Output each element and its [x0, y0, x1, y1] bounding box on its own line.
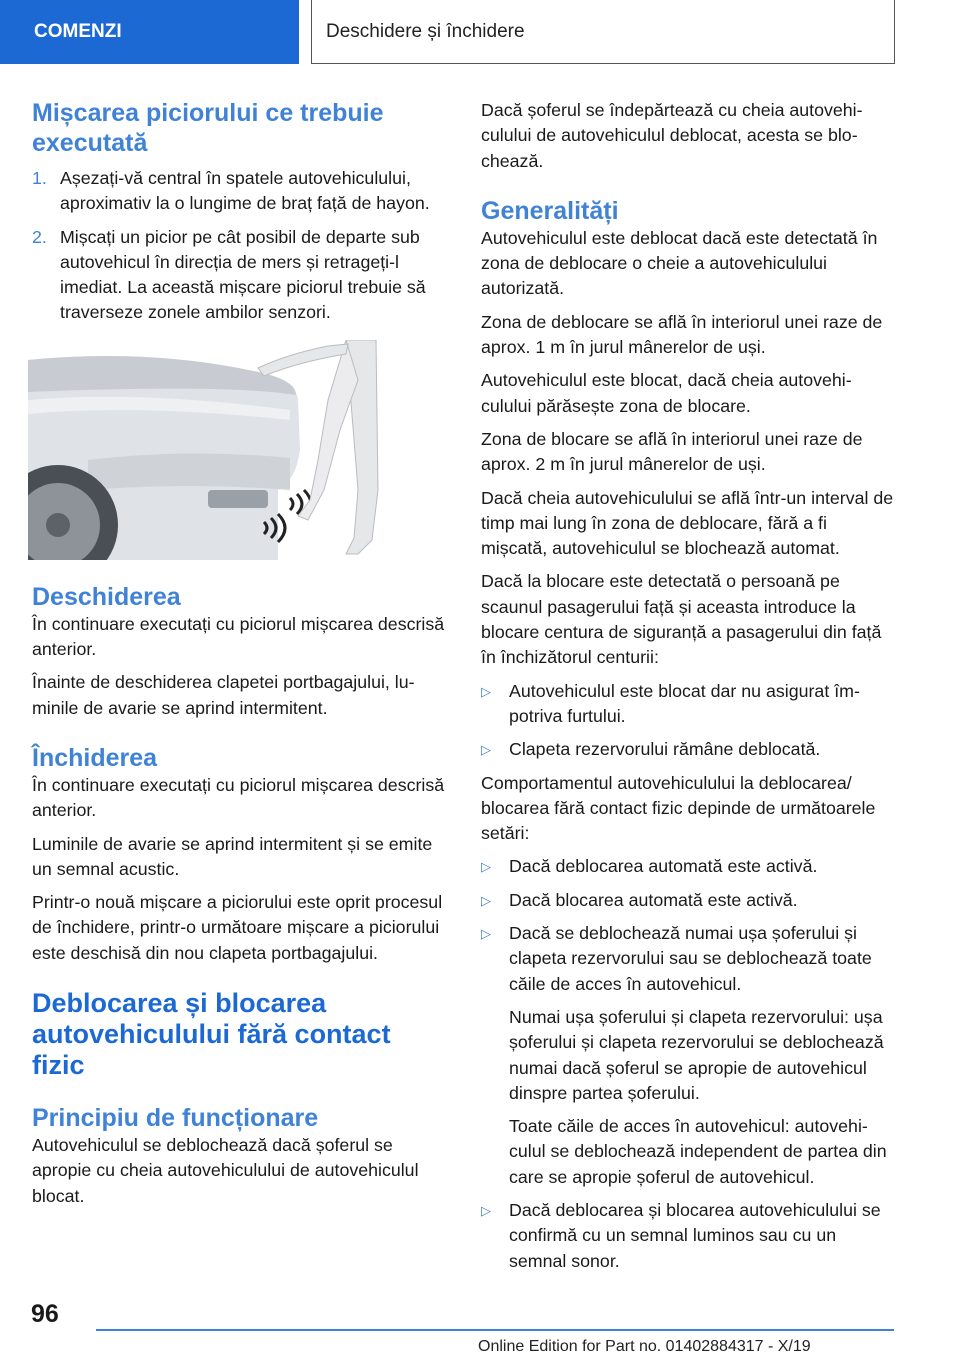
closing-paragraph: Printr-o nouă mișcare a piciorului este oprit procesul de închidere, printr-o următoare mișcare a piciorului este deschisă din nou clapeta portbagajului. [32, 892, 443, 963]
comfort-access-title: Deblocarea și blocarea autovehiculului fără contact fizic [32, 988, 391, 1081]
principle-title: Principiu de funcționare [32, 1104, 319, 1133]
triangle-bullet-icon: ▷ [481, 892, 491, 908]
page-number: 96 [31, 1300, 59, 1328]
paragraph: Zona de deblocare se află în interiorul unei raze de aprox. 1 m în jurul mânerelor de uși. [481, 311, 883, 358]
opening-title: Deschiderea [32, 582, 181, 611]
closing-paragraph: Luminile de avarie se aprind intermitent și se emite un semnal acustic. [32, 833, 433, 879]
triangle-bullet-icon: ▷ [481, 683, 491, 699]
principle-paragraph: Autovehiculul se deblochează dacă șoferul se apropie cu cheia autovehiculului de autovehiculul blocat. [32, 1135, 419, 1206]
triangle-bullet-icon: ▷ [481, 926, 491, 942]
step-number: 1. [32, 168, 47, 188]
list-item [481, 854, 896, 879]
triangle-bullet-icon: ▷ [481, 1202, 491, 1218]
footer-divider [96, 1329, 894, 1331]
edition-note: Online Edition for Part no. 01402884317 - X/19 [478, 1338, 811, 1355]
opening-paragraph: Înainte de deschiderea clapetei portbagajului, luminile de avarie se aprind intermitent. [32, 672, 415, 718]
paragraph: Zona de blocare se află în interiorul unei raze de aprox. 2 m în jurul mânerelor de uși. [481, 428, 863, 475]
list-item-text: Autovehiculul este blocat dar nu asigurat împotriva furtului. [509, 680, 860, 726]
closing-title: Închiderea [32, 743, 158, 772]
car-rear-foot-icon [28, 340, 379, 560]
paragraph: Dacă cheia autovehiculului se află într-un interval de timp mai lung în zona de deblocare, fără a fi mișcată, autovehiculul se blochează automat. [481, 487, 894, 559]
triangle-bullet-icon: ▷ [481, 742, 491, 758]
list-item-text: Dacă deblocarea și blocarea autovehiculului se confirmă cu un semnal luminos sau cu un semnal sonor. [509, 1199, 881, 1271]
paragraph: Autovehiculul este blocat, dacă cheia autovehiculului părăsește zona de blocare. [481, 370, 852, 416]
list-item-text: Dacă se deblochează numai ușa șoferului și clapeta rezervorului sau se deblochează toate căile de acces în autovehicul. [509, 923, 872, 994]
step-number: 2. [32, 226, 47, 247]
triangle-bullet-icon: ▷ [481, 859, 491, 875]
paragraph: Comportamentul autovehiculului la deblocarea/ blocarea fără contact fizic depinde de următoarele setări: [481, 772, 876, 844]
list-item [481, 921, 896, 997]
motion-title: Mișcarea piciorului ce trebuie executată [32, 99, 384, 157]
paragraph: Autovehiculul este deblocat dacă este detectată în zona de deblocare o cheie a autovehiculului autorizată. [481, 227, 878, 299]
sub-paragraph: Numai ușa șoferului și clapeta rezervorului: ușa șoferului și clapeta rezervorului se deblochează numai dacă șoferul se apropie de autovehicul dinspre partea șoferului. [509, 1006, 884, 1103]
opening-paragraph: În continuare executați cu piciorul mișcarea descrisă anterior. [32, 613, 445, 660]
step-item [32, 166, 447, 217]
sub-paragraph: Toate căile de acces în autovehicul: autovehiculul se deblochează independent de partea din care se apropie șoferul de autovehicul. [509, 1116, 887, 1187]
list-item-text: Dacă deblocarea automată este activă. [509, 856, 818, 877]
paragraph: Dacă șoferul se îndepărtează cu cheia autovehiculului de autovehiculul deblocat, acesta se blochează. [481, 100, 863, 171]
right-column [481, 98, 896, 1274]
kick-sensor-illustration [28, 340, 379, 560]
list-item [481, 1198, 896, 1274]
list-item-text: Dacă blocarea automată este activă. [509, 889, 798, 910]
list-item [481, 737, 896, 762]
step-text: Mișcați un picior pe cât posibil de departe sub autovehicul în direcția de mers și retrageți-l imediat. La această mișcare piciorul trebuie să traverseze zonele ambilor senzori. [60, 226, 426, 323]
list-item [481, 679, 896, 730]
section-tab: COMENZI [0, 0, 299, 64]
step-item [32, 225, 447, 326]
list-item [481, 888, 896, 913]
list-item-text: Clapeta rezervorului rămâne deblocată. [509, 739, 821, 760]
closing-paragraph: În continuare executați cu piciorul mișcarea descrisă anterior. [32, 774, 445, 821]
general-title: Generalități [481, 196, 619, 225]
chapter-title: Deschidere și închidere [311, 0, 895, 64]
step-text: Așezați-vă central în spatele autovehiculului, aproximativ la o lungime de braț față de hayon. [60, 168, 430, 214]
paragraph: Dacă la blocare este detectată o persoană pe scaunul pasagerului față și aceasta introduce la blocare centura de siguranță a pasagerului din față în închizătorul centurii: [481, 571, 882, 668]
left-column [32, 98, 447, 1209]
